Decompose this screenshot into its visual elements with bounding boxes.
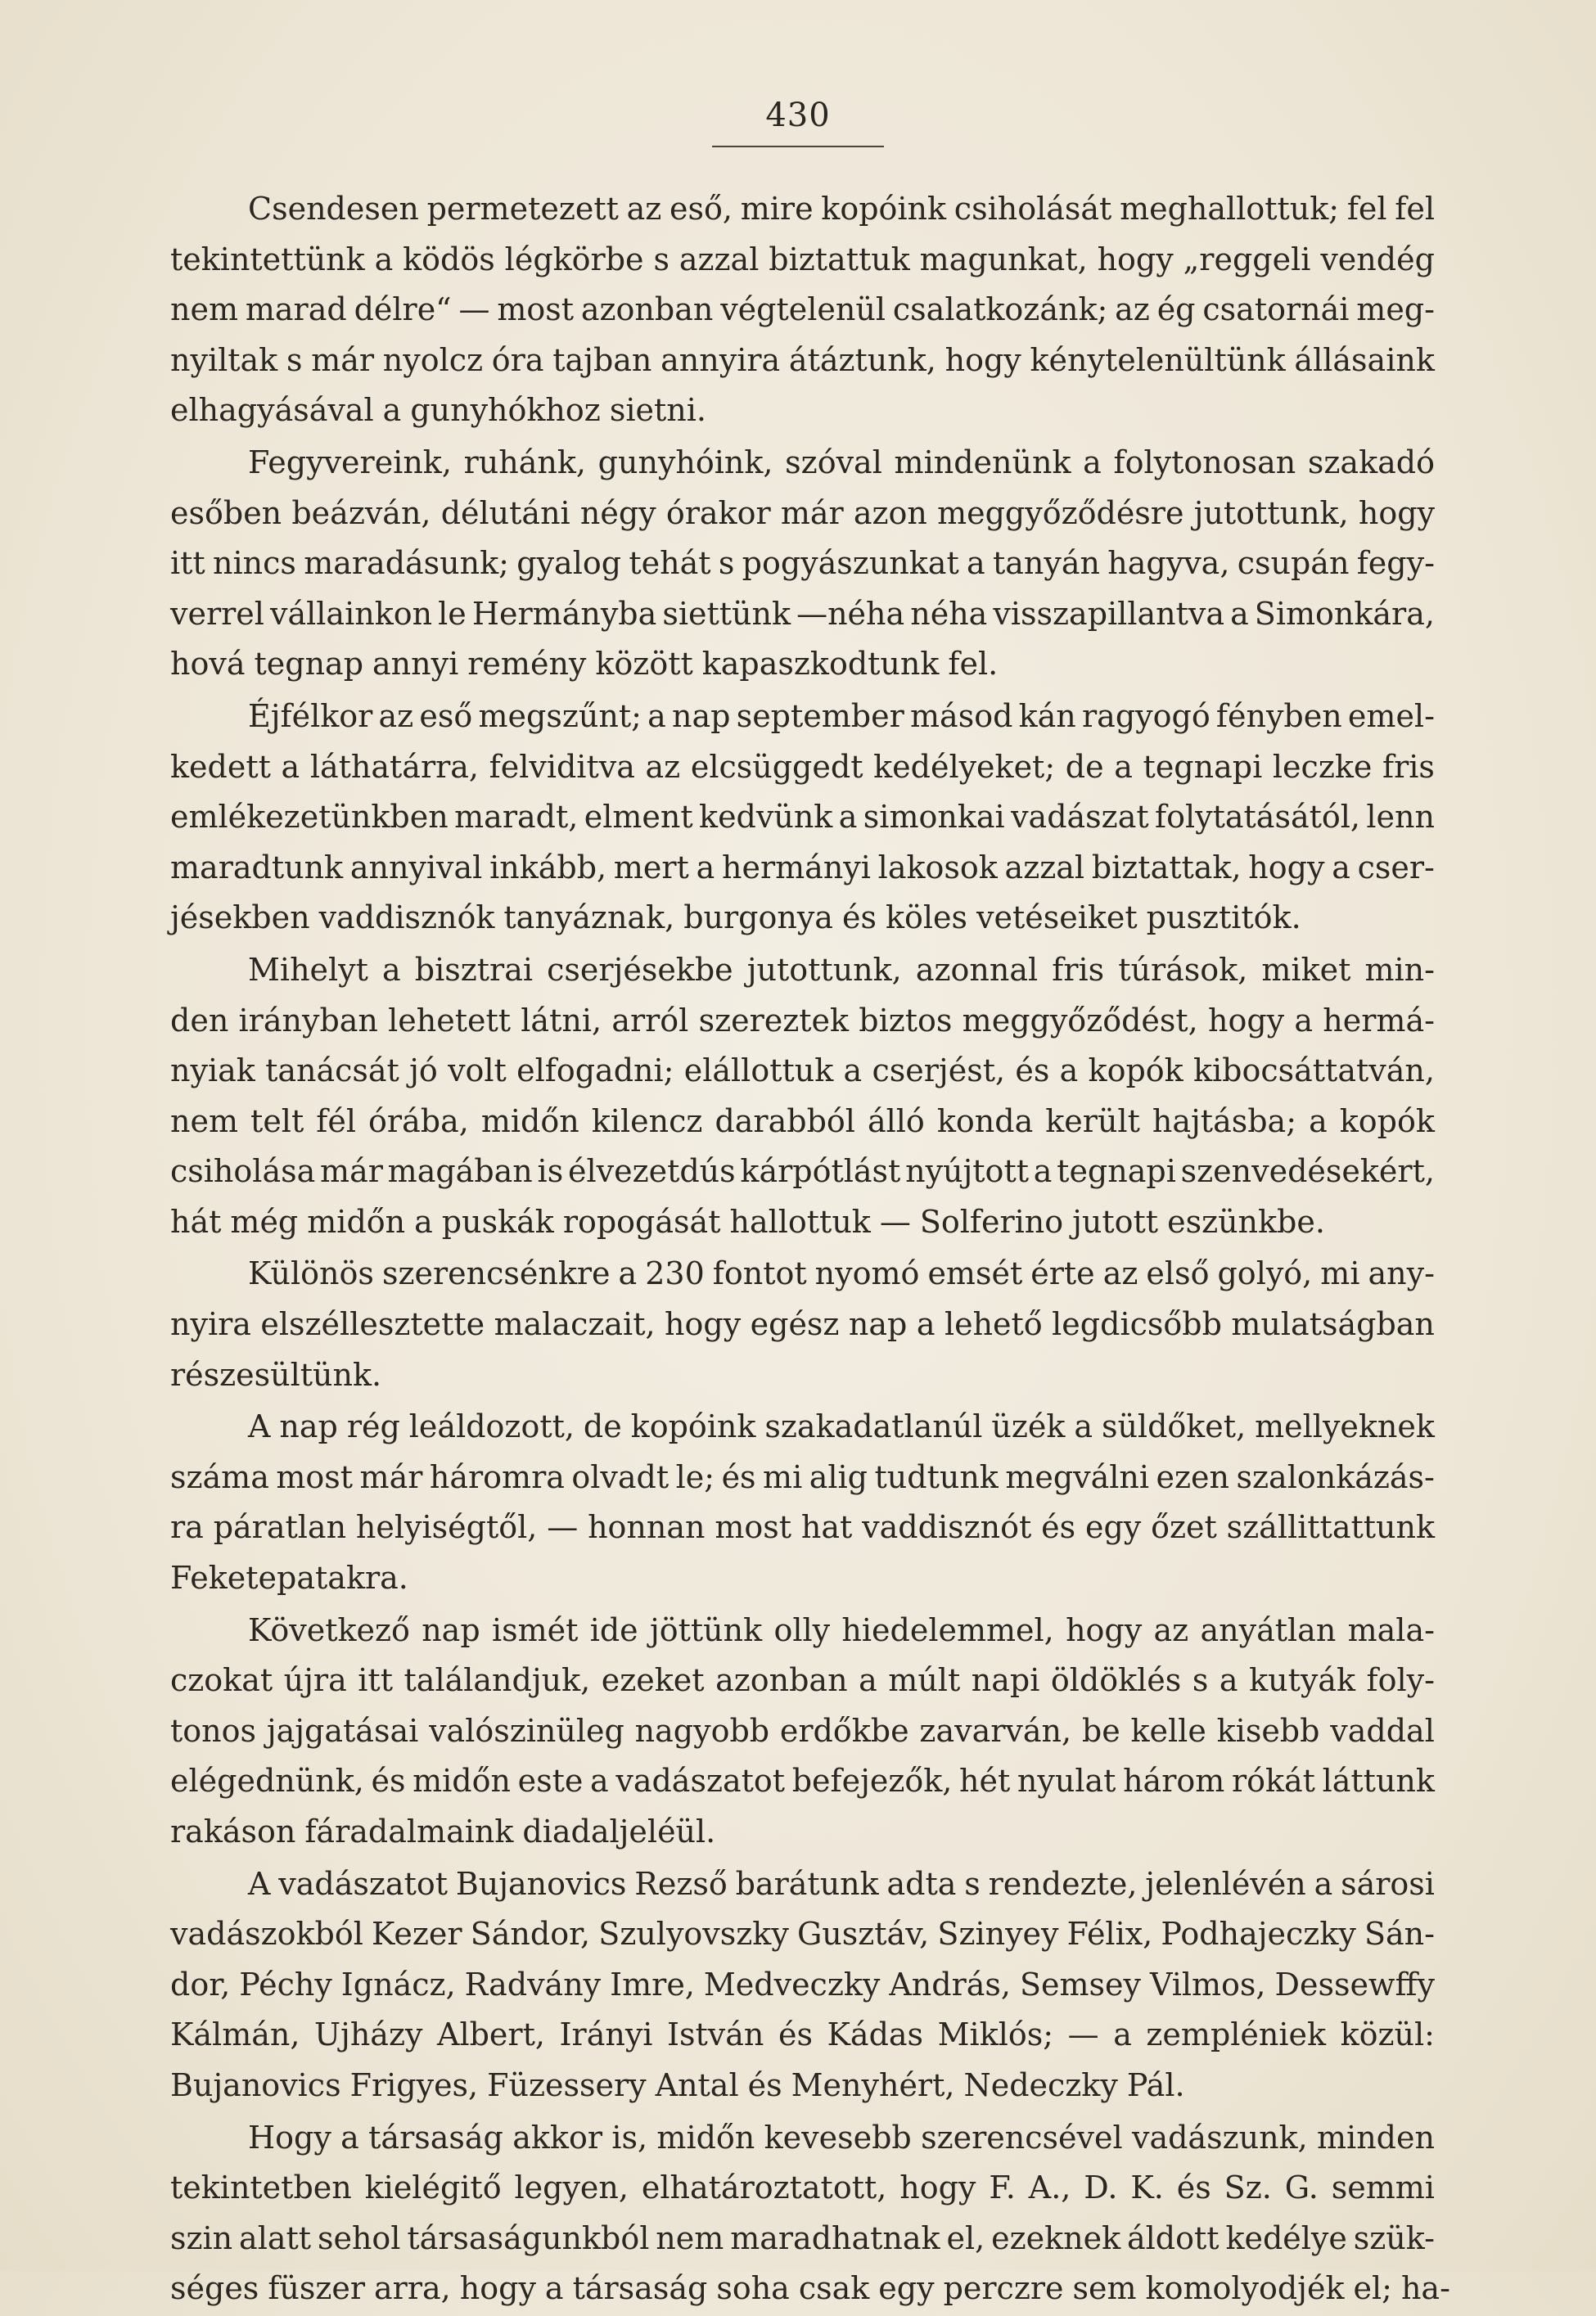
text-line: elégednünk, és midőn este a vadászatot befejezők, hét nyulat három rókát láttunk xyxy=(170,1763,1435,1800)
text-line: hát még midőn a puskák ropogását hallottuk — Solferino jutott eszünkbe. xyxy=(170,1203,1325,1240)
paragraph xyxy=(170,945,1435,1248)
text-line: Csendesen permetezett az eső, mire kopóink csiholását meghallottuk; fel fel xyxy=(248,191,1435,227)
text-line: szin alatt sehol társaságunkból nem maradhatnak el, ezeknek áldott kedélye szük- xyxy=(170,2219,1435,2256)
text-line: A nap rég leáldozott, de kopóink szakadatlanúl üzék a süldőket, mellyeknek xyxy=(248,1408,1435,1445)
text-line: czokat újra itt találandjuk, ezeket azonban a múlt napi öldöklés s a kutyák foly- xyxy=(170,1662,1435,1699)
text-line: nem marad délre“ — most azonban végtelenül csalatkozánk; az ég csatornái meg- xyxy=(170,291,1435,328)
text-line: verrel vállainkon le Hermányba siettünk —néha néha visszapillantva a Simonkára, xyxy=(170,595,1435,632)
text-line: emlékezetünkben maradt, elment kedvünk a simonkai vadászat folytatásától, lenn xyxy=(170,799,1435,836)
text-line: száma most már háromra olvadt le; és mi alig tudtunk megválni ezen szalonkázás- xyxy=(170,1458,1435,1495)
text-line: Mihelyt a bisztrai cserjésekbe jutottunk, azonnal fris túrások, miket min- xyxy=(248,951,1435,988)
page-number: 430 xyxy=(765,97,831,134)
text-line: hová tegnap annyi remény között kapaszkodtunk fel. xyxy=(170,646,999,683)
text-line: dor, Péchy Ignácz, Radvány Imre, Medveczky András, Semsey Vilmos, Dessewffy xyxy=(170,1966,1435,2003)
text-line: Bujanovics Frigyes, Füzessery Antal és Menyhért, Nedeczky Pál. xyxy=(170,2066,1185,2103)
text-line: esőben beázván, délutáni négy órakor már azon meggyőződésre jutottunk, hogy xyxy=(170,494,1435,531)
paragraph xyxy=(170,1249,1435,1400)
text-line: kedett a láthatárra, felviditva az elcsüggedt kedélyeket; de a tegnapi leczke fris xyxy=(170,748,1435,785)
text-line: tekintettünk a ködös légkörbe s azzal biztattuk magunkat, hogy „reggeli vendég xyxy=(170,241,1435,277)
text-line: den irányban lehetett látni, arról szereztek biztos meggyőződést, hogy a hermá- xyxy=(170,1002,1435,1039)
paragraph xyxy=(170,438,1435,690)
text-line: Kálmán, Ujházy Albert, Irányi István és Kádas Miklós; — a zempléniek közül: xyxy=(170,2016,1435,2053)
text-line: vadászokból Kezer Sándor, Szulyovszky Gusztáv, Szinyey Félix, Podhajeczky Sán- xyxy=(170,1916,1435,1953)
paragraph xyxy=(170,184,1435,436)
text-line: nyiak tanácsát jó volt elfogadni; elállottuk a cserjést, és a kopók kibocsáttatván, xyxy=(170,1052,1435,1089)
text-line: ra páratlan helyiségtől, — honnan most hat vaddisznót és egy őzet szállittattunk xyxy=(170,1509,1435,1546)
text-line: A vadászatot Bujanovics Rezső barátunk adta s rendezte, jelenlévén a sárosi xyxy=(248,1865,1435,1902)
text-line: rakáson fáradalmaink diadaljeléül. xyxy=(170,1814,716,1850)
text-line: nyira elszéllesztette malaczait, hogy egész nap a lehető legdicsőbb mulatságban xyxy=(170,1306,1435,1343)
paragraph xyxy=(170,1606,1435,1858)
text-line: csiholása már magában is élvezetdús kárpótlást nyújtott a tegnapi szenvedésekért, xyxy=(170,1153,1435,1190)
text-line: jésekben vaddisznók tanyáznak, burgonya és köles vetéseiket pusztitók. xyxy=(170,899,1301,936)
text-line: tonos jajgatásai valószinüleg nagyobb erdőkbe zavarván, be kelle kisebb vaddal xyxy=(170,1712,1435,1749)
paragraph xyxy=(170,1859,1435,2111)
text-line: séges füszer arra, hogy a társaság soha csak egy perczre sem komolyodjék el; ha- xyxy=(170,2270,1450,2307)
text-line: elhagyásával a gunyhókhoz sietni. xyxy=(170,392,706,429)
text-line: Feketepatakra. xyxy=(170,1560,408,1597)
text-line: itt nincs maradásunk; gyalog tehát s pogyászunkat a tanyán hagyva, csupán fegy- xyxy=(170,545,1435,582)
text-line: részesültünk. xyxy=(170,1356,382,1393)
text-line: tekintetben kielégitő legyen, elhatároztatott, hogy F. A., D. K. és Sz. G. semmi xyxy=(170,2170,1435,2206)
text-line: Következő nap ismét ide jöttünk olly hiedelemmel, hogy az anyátlan mala- xyxy=(248,1611,1435,1648)
paragraph xyxy=(170,1402,1435,1603)
header-rule xyxy=(712,146,884,147)
text-line: maradtunk annyival inkább, mert a hermányi lakosok azzal biztattak, hogy a cser- xyxy=(170,849,1435,885)
body-text xyxy=(170,184,1450,2316)
text-line: Fegyvereink, ruhánk, gunyhóink, szóval mindenünk a folytonosan szakadó xyxy=(248,444,1435,480)
text-line: Különös szerencsénkre a 230 fontot nyomó emsét érte az első golyó, mi any- xyxy=(248,1255,1435,1292)
text-line: nyiltak s már nyolcz óra tajban annyira átáztunk, hogy kénytelenültünk állásaink xyxy=(170,341,1435,378)
paragraph xyxy=(170,2113,1450,2314)
text-line: Hogy a társaság akkor is, midőn kevesebb szerencsével vadászunk, minden xyxy=(248,2119,1435,2156)
text-line: nem telt fél órába, midőn kilencz darabból álló konda került hajtásba; a kopók xyxy=(170,1102,1435,1139)
paragraph xyxy=(170,692,1435,944)
text-line: Éjfélkor az eső megszűnt; a nap september másod kán ragyogó fényben emel- xyxy=(248,697,1435,734)
